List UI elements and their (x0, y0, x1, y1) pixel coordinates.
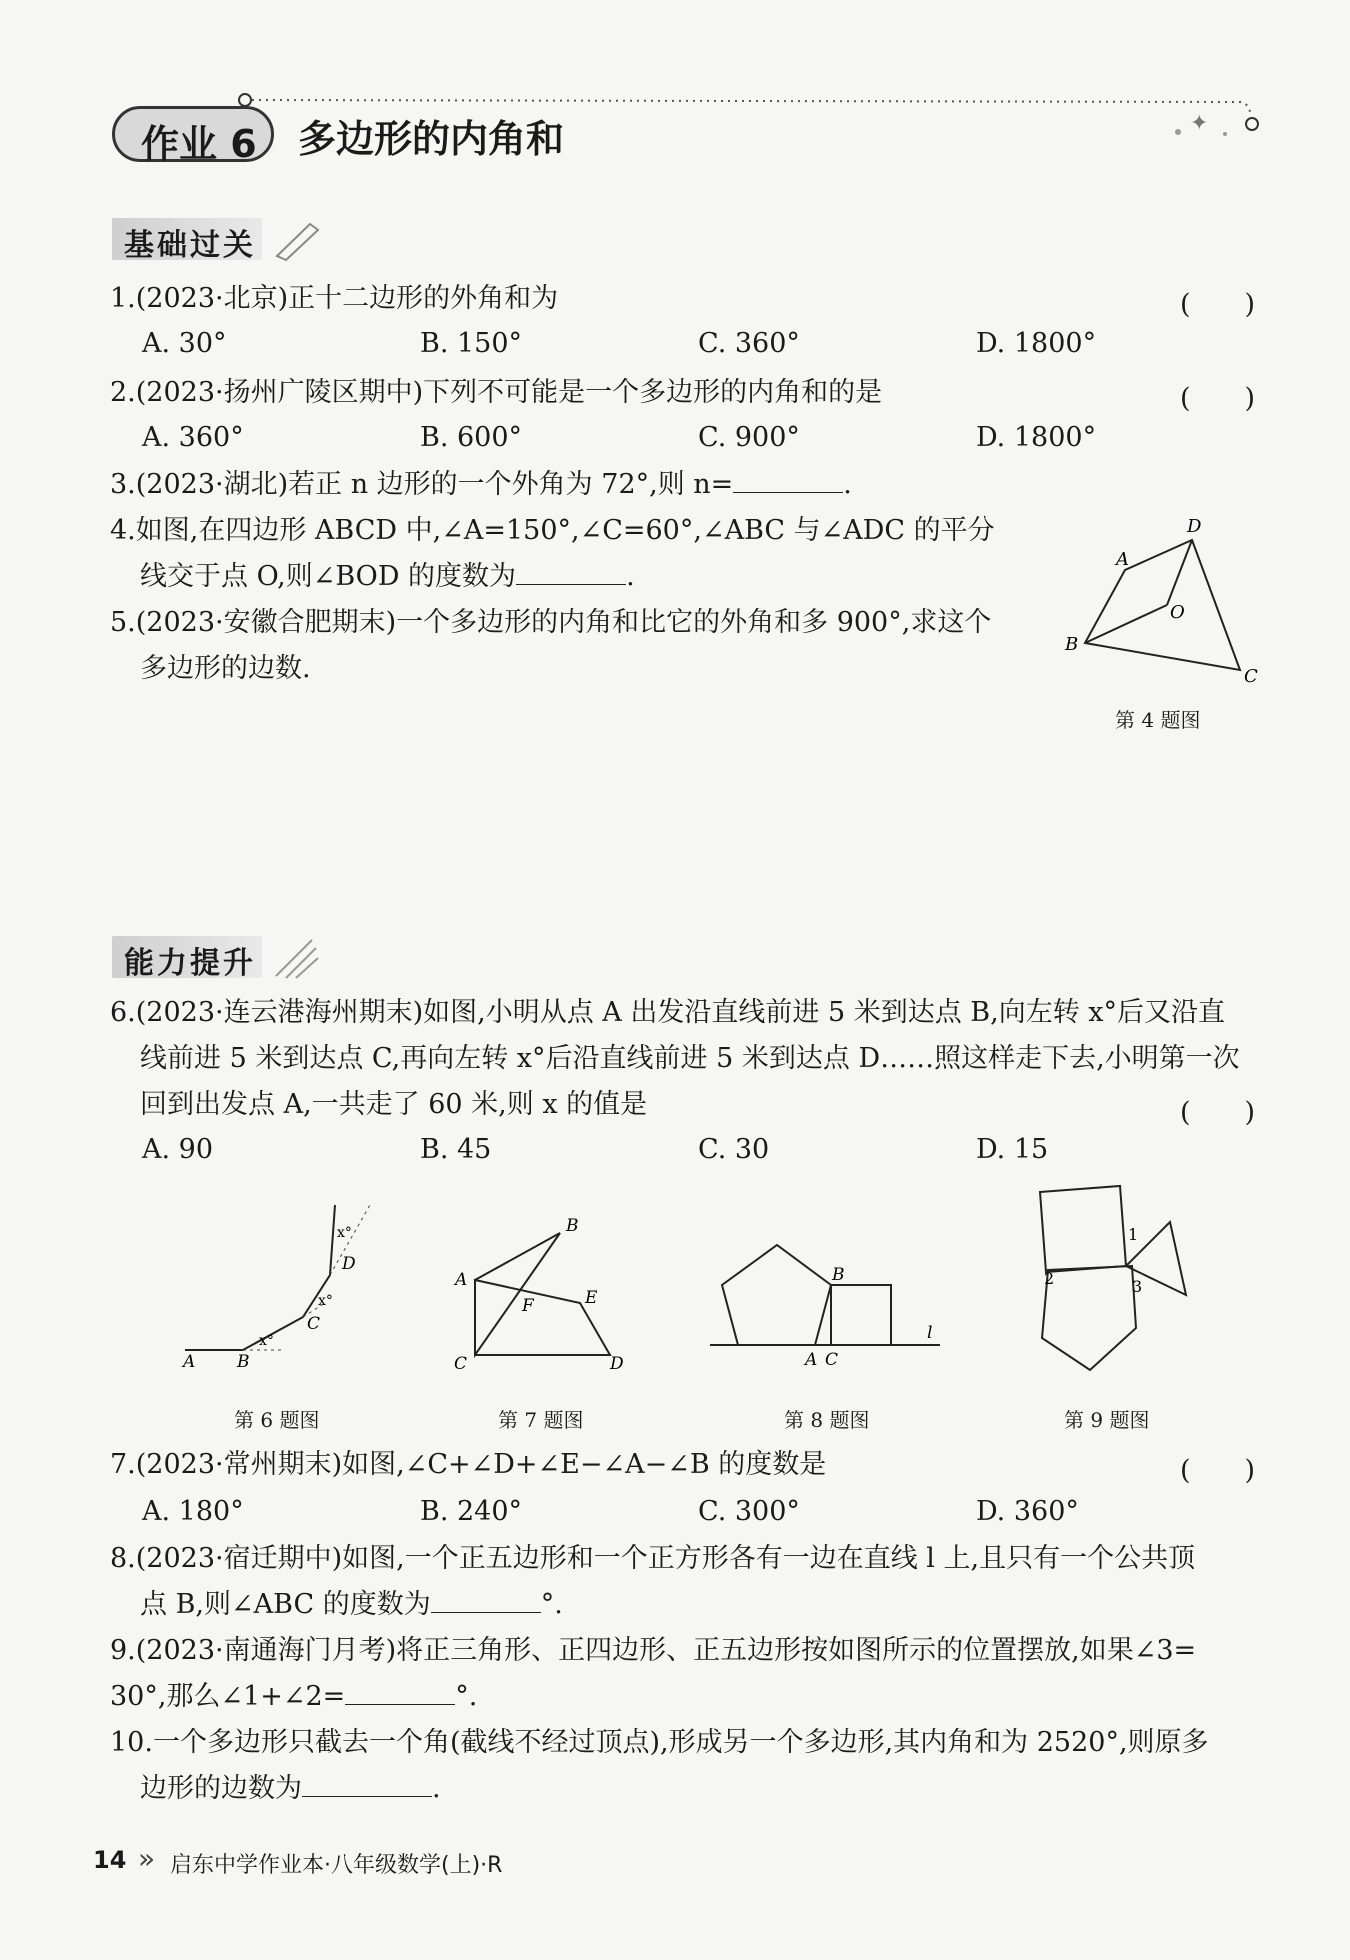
figure-6 (175, 1195, 395, 1375)
q2-option-b: B. 600° (420, 422, 523, 453)
fig6-angle-1: x° (259, 1333, 274, 1349)
question-5 (110, 600, 991, 692)
svg-text:✦: ✦ (1190, 111, 1209, 136)
q10-line1: 10.一个多边形只截去一个角(截线不经过顶点),形成另一个多边形,其内角和为 2520°,则原多 (110, 1727, 1209, 1758)
fig8-label-a: A (805, 1350, 818, 1370)
figure-7 (450, 1205, 640, 1375)
q1-option-b: B. 150° (420, 328, 523, 359)
q10-end: . (432, 1773, 441, 1804)
q5-line2: 多边形的边数. (140, 653, 311, 684)
q9-blank[interactable] (345, 1703, 455, 1705)
q8-end: °. (540, 1589, 563, 1620)
q3-end: . (843, 469, 852, 500)
fig6-caption: 第 6 题图 (234, 1408, 320, 1432)
q2-option-a: A. 360° (142, 422, 244, 453)
fig4-label-c: C (1244, 666, 1258, 687)
question-10 (110, 1720, 1209, 1812)
q8-line1: 8.(2023·宿迁期中)如图,一个正五边形和一个正方形各有一边在直线 l 上,且只有一个公共顶 (110, 1543, 1196, 1574)
fig8-label-b: B (832, 1265, 845, 1285)
fig6-label-d: D (342, 1254, 356, 1274)
badge-text: 作业 6 (141, 122, 257, 166)
fig4-caption: 第 4 题图 (1115, 708, 1201, 732)
q6-option-a: A. 90 (142, 1134, 214, 1165)
answer-paren-6: ( ) (1180, 1097, 1256, 1128)
fig7-label-d: D (610, 1354, 624, 1374)
fig8-caption: 第 8 题图 (784, 1408, 870, 1432)
q4-line2: 线交于点 O,则∠BOD 的度数为 (140, 561, 517, 592)
question-8 (110, 1536, 1195, 1628)
fig4-label-o: O (1170, 602, 1185, 623)
figure-4 (1050, 510, 1270, 690)
fig7-label-f: F (522, 1296, 534, 1316)
fig9-angle-1: 1 (1128, 1225, 1139, 1244)
q3-blank[interactable] (733, 491, 843, 493)
section-basic-label: 基础过关 (124, 228, 256, 263)
q10-blank[interactable] (302, 1795, 432, 1797)
page-number: 14 (93, 1846, 127, 1874)
fig7-label-b: B (566, 1216, 579, 1236)
question-7: 7.(2023·常州期末)如图,∠C+∠D+∠E−∠A−∠B 的度数是 (110, 1449, 827, 1480)
question-1: 1.(2023·北京)正十二边形的外角和为 (110, 283, 559, 314)
q6-option-d: D. 15 (976, 1134, 1049, 1165)
q7-option-c: C. 300° (698, 1496, 800, 1527)
section-advanced (112, 936, 312, 984)
q7-option-a: A. 180° (142, 1496, 244, 1527)
section-advanced-label: 能力提升 (124, 946, 256, 981)
q10-line2: 边形的边数为 (140, 1773, 302, 1804)
q1-option-c: C. 360° (698, 328, 800, 359)
q6-line2: 线前进 5 米到达点 C,再向左转 x°后沿直线前进 5 米到达点 D……照这样走下去,小明第一次 (140, 1043, 1240, 1074)
q6-option-b: B. 45 (420, 1134, 492, 1165)
fig9-angle-2: 2 (1044, 1269, 1055, 1288)
page-title: 多边形的内角和 (298, 117, 565, 161)
figure-9 (1020, 1180, 1220, 1380)
q7-option-d: D. 360° (976, 1496, 1079, 1527)
question-9 (110, 1628, 1196, 1720)
fig6-angle-3: x° (337, 1225, 352, 1241)
footer-book-title: 启东中学作业本·八年级数学(上)·R (170, 1853, 503, 1878)
answer-paren-7: ( ) (1180, 1455, 1256, 1486)
q2-option-c: C. 900° (698, 422, 800, 453)
q4-line1: 4.如图,在四边形 ABCD 中,∠A=150°,∠C=60°,∠ABC 与∠ADC 的平分 (110, 515, 995, 546)
q7-option-b: B. 240° (420, 1496, 523, 1527)
q9-line1: 9.(2023·南通海门月考)将正三角形、正四边形、正五边形按如图所示的位置摆放,如果∠3= (110, 1635, 1197, 1666)
q8-blank[interactable] (431, 1611, 541, 1613)
fig4-label-a: A (1116, 549, 1129, 570)
fig6-label-a: A (183, 1352, 196, 1372)
answer-paren-2: ( ) (1180, 383, 1256, 414)
question-2: 2.(2023·扬州广陵区期中)下列不可能是一个多边形的内角和的是 (110, 377, 883, 408)
question-3 (110, 462, 852, 508)
q5-line1: 5.(2023·安徽合肥期末)一个多边形的内角和比它的外角和多 900°,求这个 (110, 607, 992, 638)
fig8-label-l: l (927, 1323, 933, 1343)
q2-option-d: D. 1800° (976, 422, 1097, 453)
q4-blank[interactable] (516, 583, 626, 585)
q1-option-d: D. 1800° (976, 328, 1097, 359)
fig8-label-c: C (825, 1350, 839, 1370)
question-4 (110, 508, 995, 600)
fig9-angle-3: 3 (1132, 1277, 1143, 1296)
q6-line3: 回到出发点 A,一共走了 60 米,则 x 的值是 (140, 1089, 648, 1120)
fig7-caption: 第 7 题图 (498, 1408, 584, 1432)
q9-end: °. (455, 1681, 478, 1712)
fig4-label-b: B (1065, 634, 1079, 655)
fig6-label-c: C (307, 1314, 321, 1334)
fig6-angle-2: x° (318, 1293, 333, 1309)
figure-8 (705, 1230, 945, 1370)
q8-line2: 点 B,则∠ABC 的度数为 (140, 1589, 431, 1620)
fig4-label-d: D (1187, 516, 1202, 537)
q9-line2: 30°,那么∠1+∠2= (110, 1681, 346, 1712)
section-basic (112, 218, 312, 266)
question-6 (110, 990, 1240, 1128)
footer-arrows: » (138, 1842, 156, 1875)
fig7-label-e: E (585, 1288, 598, 1308)
q3-text: 3.(2023·湖北)若正 n 边形的一个外角为 72°,则 n= (110, 469, 734, 500)
q6-option-c: C. 30 (698, 1134, 770, 1165)
q4-end: . (626, 561, 635, 592)
q6-line1: 6.(2023·连云港海州期末)如图,小明从点 A 出发沿直线前进 5 米到达点 B,向左转 x°后又沿直 (110, 997, 1226, 1028)
fig7-label-c: C (454, 1354, 468, 1374)
fig9-caption: 第 9 题图 (1064, 1408, 1150, 1432)
fig7-label-a: A (455, 1270, 468, 1290)
fig6-label-b: B (237, 1352, 250, 1372)
q1-option-a: A. 30° (142, 328, 227, 359)
answer-paren-1: ( ) (1180, 289, 1256, 320)
